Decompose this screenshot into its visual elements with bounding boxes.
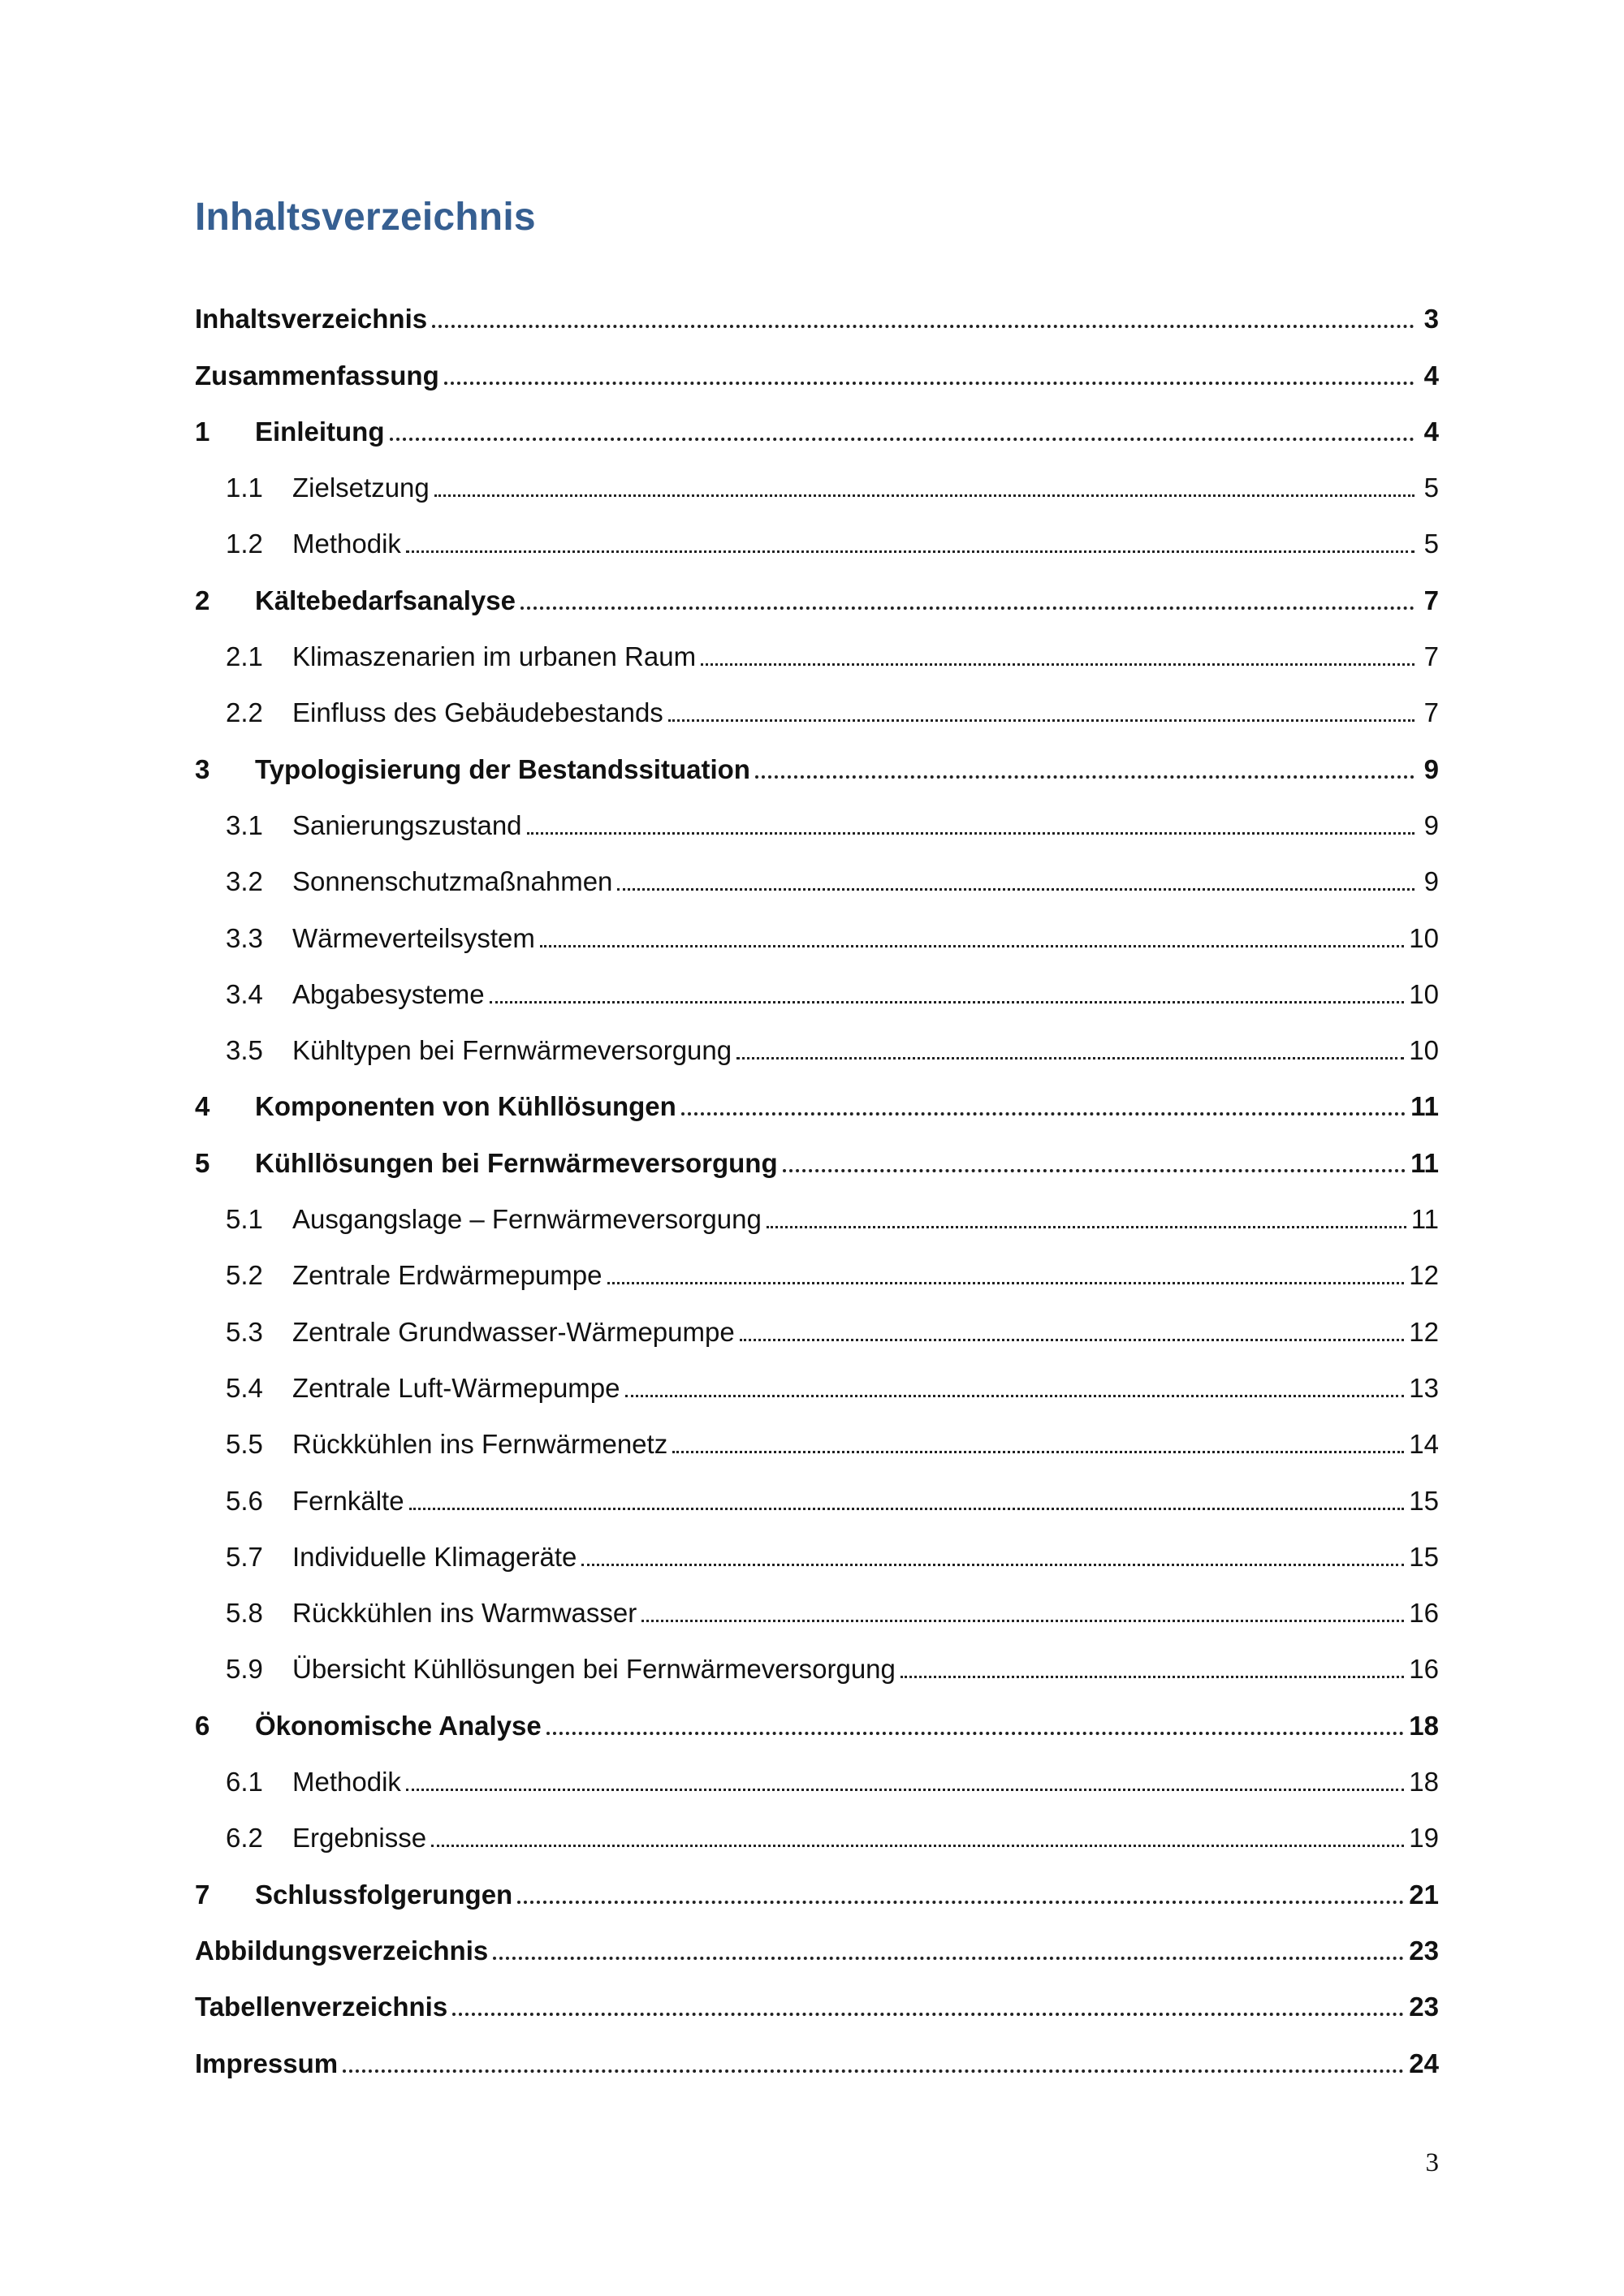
toc-entry[interactable] bbox=[195, 1241, 1439, 1297]
toc-entry-number: 5 bbox=[195, 1147, 210, 1178]
toc-entry-title: Inhaltsverzeichnis bbox=[195, 304, 428, 334]
toc-dot-leader bbox=[767, 1226, 1406, 1228]
toc-entry-page: 21 bbox=[1409, 1879, 1439, 1910]
toc-dot-leader bbox=[701, 663, 1415, 666]
toc-entry[interactable] bbox=[195, 453, 1439, 509]
toc-entry[interactable] bbox=[195, 284, 1439, 340]
toc-dot-leader bbox=[343, 2069, 1404, 2073]
toc-entry[interactable] bbox=[195, 509, 1439, 565]
toc-entry[interactable] bbox=[195, 1972, 1439, 2028]
toc-entry[interactable] bbox=[195, 1353, 1439, 1409]
toc-dot-leader bbox=[625, 1395, 1405, 1397]
toc-dot-leader bbox=[607, 1282, 1405, 1284]
toc-entry-title: Zentrale Luft-Wärmepumpe bbox=[292, 1372, 620, 1403]
toc-dot-leader bbox=[668, 719, 1415, 722]
toc-entry-title: Sonnenschutzmaßnahmen bbox=[292, 866, 613, 897]
toc-entry-title: Tabellenverzeichnis bbox=[195, 1992, 448, 2022]
toc-entry-number: 5.5 bbox=[226, 1429, 263, 1460]
toc-entry-page: 11 bbox=[1410, 1204, 1439, 1235]
toc-dot-leader bbox=[520, 606, 1415, 610]
toc-entry-page: 18 bbox=[1409, 1710, 1439, 1741]
toc-entry-number: 3.5 bbox=[226, 1035, 263, 1066]
toc-entry-number: 3.4 bbox=[226, 978, 263, 1009]
toc-entry-number: 5.1 bbox=[226, 1204, 263, 1235]
toc-entry-page: 4 bbox=[1423, 416, 1439, 447]
toc-entry-number: 2.2 bbox=[226, 697, 263, 728]
toc-entry-title: Schlussfolgerungen bbox=[255, 1879, 513, 1910]
toc-dot-leader bbox=[431, 1845, 1404, 1847]
toc-dot-leader bbox=[406, 550, 1415, 553]
toc-entry[interactable] bbox=[195, 565, 1439, 621]
toc-entry-title: Komponenten von Kühllösungen bbox=[255, 1091, 676, 1122]
toc-dot-leader bbox=[444, 382, 1415, 385]
toc-entry-page: 13 bbox=[1409, 1372, 1439, 1403]
toc-entry-number: 1.2 bbox=[226, 529, 263, 559]
toc-dot-leader bbox=[409, 1508, 1405, 1510]
toc-entry-page: 10 bbox=[1409, 1035, 1439, 1066]
toc-entry[interactable] bbox=[195, 1690, 1439, 1746]
toc-entry-title: Typologisierung der Bestandssituation bbox=[255, 753, 750, 784]
toc-dot-leader bbox=[672, 1451, 1404, 1453]
toc-dot-leader bbox=[406, 1789, 1404, 1791]
toc-entry-page: 4 bbox=[1423, 360, 1439, 391]
toc-entry-title: Klimaszenarien im urbanen Raum bbox=[292, 641, 697, 672]
toc-dot-leader bbox=[493, 1957, 1404, 1960]
toc-entry-title: Impressum bbox=[195, 2048, 339, 2078]
toc-entry[interactable] bbox=[195, 678, 1439, 734]
toc-dot-leader bbox=[490, 1001, 1405, 1003]
toc-entry-number: 6.2 bbox=[226, 1823, 263, 1854]
toc-entry-title: Zusammenfassung bbox=[195, 360, 439, 391]
toc-entry-number: 5.3 bbox=[226, 1316, 263, 1347]
toc-dot-leader bbox=[390, 438, 1415, 441]
toc-entry-title: Rückkühlen ins Fernwärmenetz bbox=[292, 1429, 668, 1460]
toc-entry[interactable] bbox=[195, 1859, 1439, 1915]
toc-entry-page: 11 bbox=[1410, 1091, 1439, 1122]
toc-entry-number: 3.3 bbox=[226, 922, 263, 953]
toc-entry-title: Abbildungsverzeichnis bbox=[195, 1935, 489, 1966]
toc-entry-title: Kühltypen bei Fernwärmeversorgung bbox=[292, 1035, 732, 1066]
toc-entry-title: Fernkälte bbox=[292, 1485, 404, 1516]
toc-entry-title: Individuelle Klimageräte bbox=[292, 1541, 577, 1572]
toc-entry-title: Abgabesysteme bbox=[292, 978, 485, 1009]
toc-entry-page: 15 bbox=[1409, 1485, 1439, 1516]
toc-entry-number: 5.2 bbox=[226, 1260, 263, 1291]
toc-entry[interactable] bbox=[195, 1522, 1439, 1578]
toc-dot-leader bbox=[527, 832, 1415, 835]
toc-entry-title: Rückkühlen ins Warmwasser bbox=[292, 1598, 637, 1629]
toc-entry-number: 2 bbox=[195, 585, 210, 615]
toc-entry-page: 19 bbox=[1409, 1823, 1439, 1854]
toc-entry[interactable] bbox=[195, 1465, 1439, 1521]
toc-dot-leader bbox=[540, 945, 1404, 947]
toc-entry-number: 1 bbox=[195, 416, 210, 447]
toc-dot-leader bbox=[581, 1564, 1404, 1566]
toc-entry-number: 5.9 bbox=[226, 1654, 263, 1685]
toc-entry-number: 3.1 bbox=[226, 809, 263, 840]
toc-dot-leader bbox=[617, 888, 1415, 891]
toc-entry-page: 16 bbox=[1409, 1654, 1439, 1685]
toc-entry-number: 2.1 bbox=[226, 641, 263, 672]
toc-entry-number: 6 bbox=[195, 1710, 210, 1741]
toc-entry-page: 7 bbox=[1423, 697, 1439, 728]
toc-entry-title: Ökonomische Analyse bbox=[255, 1710, 542, 1741]
toc-dot-leader bbox=[755, 775, 1415, 779]
toc-entry[interactable] bbox=[195, 1634, 1439, 1690]
toc-entry-title: Ausgangslage – Fernwärmeversorgung bbox=[292, 1204, 762, 1235]
toc-entry-page: 18 bbox=[1409, 1767, 1439, 1798]
toc-entry[interactable] bbox=[195, 791, 1439, 847]
toc-entry-number: 1.1 bbox=[226, 473, 263, 503]
toc-entry[interactable] bbox=[195, 397, 1439, 453]
toc-entry[interactable] bbox=[195, 2028, 1439, 2084]
toc-dot-leader bbox=[452, 2013, 1404, 2016]
toc-entry[interactable] bbox=[195, 340, 1439, 396]
toc-entry[interactable] bbox=[195, 1409, 1439, 1465]
toc-entry-title: Zentrale Erdwärmepumpe bbox=[292, 1260, 603, 1291]
toc-entry-page: 5 bbox=[1423, 473, 1439, 503]
toc-entry-page: 14 bbox=[1409, 1429, 1439, 1460]
toc-entry-title: Ergebnisse bbox=[292, 1823, 427, 1854]
toc-entry-title: Zentrale Grundwasser-Wärmepumpe bbox=[292, 1316, 735, 1347]
toc-entry-number: 6.1 bbox=[226, 1767, 263, 1798]
toc-entry-page: 7 bbox=[1423, 585, 1439, 615]
toc-entry-page: 15 bbox=[1409, 1541, 1439, 1572]
toc-entry-page: 10 bbox=[1409, 922, 1439, 953]
page-number: 3 bbox=[1425, 2148, 1439, 2177]
toc-entry-page: 12 bbox=[1409, 1260, 1439, 1291]
toc-entry-page: 23 bbox=[1409, 1935, 1439, 1966]
toc-entry[interactable] bbox=[195, 847, 1439, 903]
toc-dot-leader bbox=[901, 1676, 1404, 1678]
toc-dot-leader bbox=[681, 1112, 1406, 1116]
toc-entry[interactable] bbox=[195, 1297, 1439, 1353]
toc-dot-leader bbox=[740, 1339, 1405, 1341]
toc-dot-leader bbox=[736, 1057, 1404, 1060]
toc-entry-page: 24 bbox=[1409, 2048, 1439, 2078]
toc-entry[interactable] bbox=[195, 1747, 1439, 1803]
toc-entry-number: 7 bbox=[195, 1879, 210, 1910]
toc-entry-page: 16 bbox=[1409, 1598, 1439, 1629]
toc-entry-number: 5.4 bbox=[226, 1372, 263, 1403]
toc-entry-page: 11 bbox=[1410, 1147, 1439, 1178]
toc-dot-leader bbox=[434, 494, 1415, 497]
toc-entry[interactable] bbox=[195, 1185, 1439, 1241]
toc-entry-page: 23 bbox=[1409, 1992, 1439, 2022]
toc-entry[interactable] bbox=[195, 622, 1439, 678]
toc-entry-number: 5.6 bbox=[226, 1485, 263, 1516]
toc-entry[interactable] bbox=[195, 903, 1439, 959]
toc-entry-number: 3 bbox=[195, 753, 210, 784]
toc-entry[interactable] bbox=[195, 1916, 1439, 1972]
toc-entry-page: 9 bbox=[1423, 809, 1439, 840]
toc-entry-number: 5.8 bbox=[226, 1598, 263, 1629]
toc-entry[interactable] bbox=[195, 1128, 1439, 1184]
toc-entry-title: Einfluss des Gebäudebestands bbox=[292, 697, 663, 728]
toc-entry-number: 5.7 bbox=[226, 1541, 263, 1572]
toc-entry-title: Kühllösungen bei Fernwärmeversorgung bbox=[255, 1147, 778, 1178]
toc-heading: Inhaltsverzeichnis bbox=[195, 196, 536, 239]
toc-entry[interactable] bbox=[195, 1016, 1439, 1072]
toc-entry-page: 3 bbox=[1423, 304, 1439, 334]
toc-entry[interactable] bbox=[195, 1803, 1439, 1859]
toc-entry-title: Übersicht Kühllösungen bei Fernwärmeversorgung bbox=[292, 1654, 896, 1685]
toc-entry-page: 12 bbox=[1409, 1316, 1439, 1347]
toc-entry-page: 9 bbox=[1423, 866, 1439, 897]
toc-entry[interactable] bbox=[195, 1578, 1439, 1634]
toc-entry-title: Einleitung bbox=[255, 416, 385, 447]
toc-entry-page: 5 bbox=[1423, 529, 1439, 559]
toc-dot-leader bbox=[546, 1732, 1405, 1735]
toc-entry-title: Methodik bbox=[292, 529, 401, 559]
toc-entry-number: 4 bbox=[195, 1091, 210, 1122]
toc-entry-page: 9 bbox=[1423, 753, 1439, 784]
toc-entry[interactable] bbox=[195, 1072, 1439, 1128]
toc-entry[interactable] bbox=[195, 734, 1439, 790]
toc-entry-title: Kältebedarfsanalyse bbox=[255, 585, 516, 615]
toc-entry-page: 7 bbox=[1423, 641, 1439, 672]
toc-dot-leader bbox=[641, 1620, 1404, 1622]
toc-entry[interactable] bbox=[195, 960, 1439, 1016]
toc-entry-page: 10 bbox=[1409, 978, 1439, 1009]
toc-entry-number: 3.2 bbox=[226, 866, 263, 897]
toc-entry-title: Sanierungszustand bbox=[292, 809, 522, 840]
toc-dot-leader bbox=[432, 325, 1415, 328]
toc-list bbox=[195, 284, 1439, 2085]
toc-entry-title: Zielsetzung bbox=[292, 473, 430, 503]
toc-dot-leader bbox=[783, 1169, 1406, 1172]
toc-entry-title: Methodik bbox=[292, 1767, 401, 1798]
toc-dot-leader bbox=[517, 1901, 1404, 1904]
toc-entry-title: Wärmeverteilsystem bbox=[292, 922, 535, 953]
